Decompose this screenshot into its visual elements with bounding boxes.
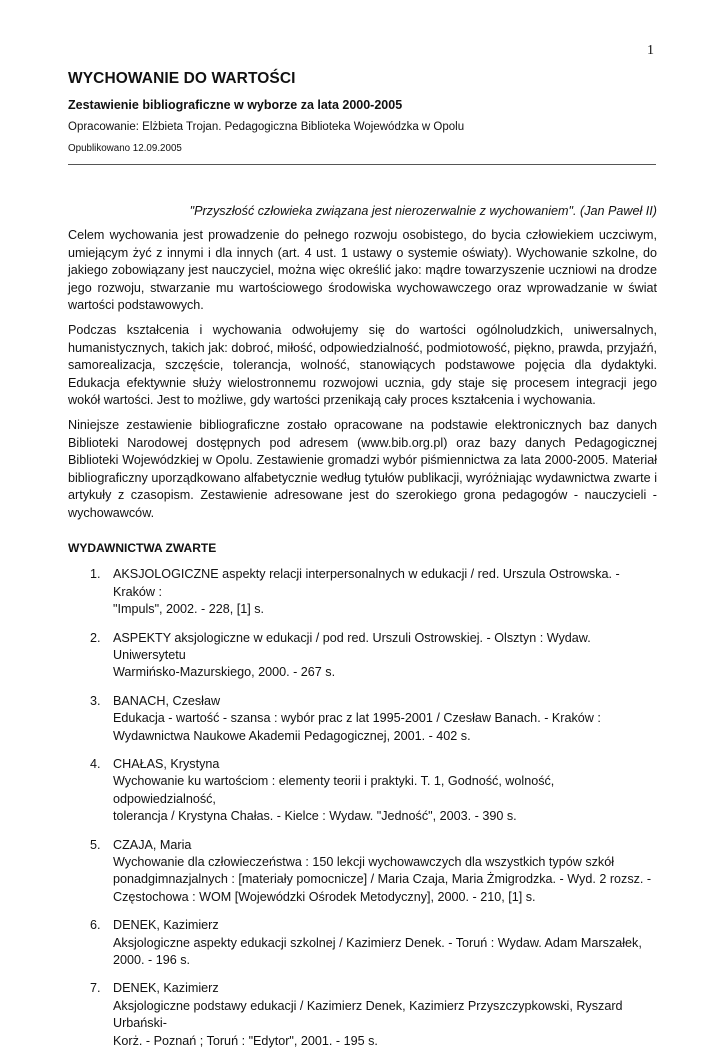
entry-line: CHAŁAS, Krystyna [113, 756, 220, 771]
entry-line: CZAJA, Maria [113, 837, 192, 852]
bibliography-entry [68, 756, 657, 826]
section-heading: WYDAWNICTWA ZWARTE [68, 540, 217, 555]
entry-number: 7. [90, 981, 101, 996]
header-divider [68, 164, 656, 165]
bibliography-entry [68, 837, 657, 907]
entry-line: Wychowanie dla człowieczeństwa : 150 lekcji wychowawczych dla wszystkich typów szkół [113, 855, 615, 869]
entry-line: tolerancja / Krystyna Chałas. - Kielce : Wydaw. "Jedność", 2003. - 390 s. [113, 809, 517, 824]
entry-line: AKSJOLOGICZNE aspekty relacji interpersonalnych w edukacji / red. Urszula Ostrowska. - Kraków : [113, 567, 620, 599]
entry-line: Wydawnictwa Naukowe Akademii Pedagogicznej, 2001. - 402 s. [113, 728, 471, 743]
entry-number: 4. [90, 756, 101, 771]
document-subtitle: Zestawienie bibliograficzne w wyborze za lata 2000-2005 [68, 98, 403, 112]
entry-line: Korż. - Poznań ; Toruń : "Edytor", 2001. - 195 s. [113, 1033, 378, 1048]
entry-number: 6. [90, 918, 101, 933]
entry-line: ASPEKTY aksjologiczne w edukacji / pod red. Urszuli Ostrowskiej. - Olsztyn : Wydaw. Uniwersytetu [113, 630, 591, 662]
intro-paragraph-3: Niniejsze zestawienie bibliograficzne zostało opracowane na podstawie elektronicznych baz danych Biblioteki Narodowej dostępnych pod adresem (www.bib.org.pl) oraz bazy danych Pedagogicznej Biblioteki Wojewódzkiej w Opolu. Zestawienie gromadzi wybór piśmiennictwa za lata 2000-2005. Materiał bibliograficzny uporządkowano alfabetycznie według tytułów publikacji, wyróżniając wydawnictwa zwarte i artykuły z czasopism. Zestawienie adresowane jest do szerokiego grona pedagogów - nauczycieli - wychowawców. [68, 418, 657, 520]
entry-number: 3. [90, 693, 101, 708]
entry-line: Częstochowa : WOM [Wojewódzki Ośrodek Metodyczny], 2000. - 210, [1] s. [113, 889, 536, 904]
entry-line: 2000. - 196 s. [113, 953, 191, 968]
document-title: WYCHOWANIE DO WARTOŚCI [68, 70, 296, 87]
bibliography-entry [68, 693, 657, 745]
intro-paragraph-2: Podczas kształcenia i wychowania odwołujemy się do wartości ogólnoludzkich, uniwersalnych, humanistycznych, takich jak: dobroć, miłość, odpowiedzialność, podmiotowość, piękno, prawda, przyjaźń, samorealizacja, szczęście, tolerancja, wolność, stanowiących podstawowe pojęcia dla dydaktyki. Edukacja efektywnie służy wielostronnemu rozwojowi ucznia, gdy staje się procesem integracji jego wokół wartości. Jest to możliwe, gdy wartości przenikają cały proces kształcenia i wychowania. [68, 323, 657, 408]
entry-line: "Impuls", 2002. - 228, [1] s. [113, 602, 265, 617]
entry-number: 5. [90, 837, 101, 852]
intro-paragraph-1: Celem wychowania jest prowadzenie do pełnego rozwoju osobistego, do bycia człowiekiem uczciwym, umiejącym żyć z innymi i dla innych (art. 4 ust. 1 ustawy o systemie oświaty). Wychowanie szkolne, do jakiego zobowiązany jest nauczyciel, można więc określić jako: mądre towarzyszenie uczniowi na drodze jego rozwoju, stwarzanie mu wartościowego środowiska wychowawczego oraz wprowadzanie w świat wartości podstawowych. [68, 228, 657, 313]
entry-number: 2. [90, 630, 101, 645]
bibliography-list [68, 566, 657, 1050]
entry-line: BANACH, Czesław [113, 693, 221, 708]
bibliography-entry [68, 917, 657, 969]
published-date: Opublikowano 12.09.2005 [68, 143, 182, 154]
epigraph-quote: "Przyszłość człowieka związana jest nierozerwalnie z wychowaniem". (Jan Paweł II) [189, 204, 657, 218]
prepared-by: Opracowanie: Elżbieta Trojan. Pedagogiczna Biblioteka Wojewódzka w Opolu [68, 121, 465, 133]
entry-line: ponadgimnazjalnych : [materiały pomocnicze] / Maria Czaja, Maria Żmigrodzka. - Wyd. 2 rozsz. - [113, 872, 652, 887]
document-header [68, 70, 656, 154]
entry-line: DENEK, Kazimierz [113, 981, 219, 996]
document-body [68, 203, 657, 1061]
entry-line: Wychowanie ku wartościom : elementy teorii i praktyki. T. 1, Godność, wolność, odpowiedzialność, [113, 774, 555, 806]
bibliography-entry [68, 980, 657, 1050]
entry-line: Edukacja - wartość - szansa : wybór prac z lat 1995-2001 / Czesław Banach. - Kraków : [113, 711, 601, 726]
bibliography-entry [68, 630, 657, 682]
entry-line: Warmińsko-Mazurskiego, 2000. - 267 s. [113, 665, 336, 680]
bibliography-entry [68, 566, 657, 618]
entry-line: Aksjologiczne podstawy edukacji / Kazimierz Denek, Kazimierz Przyszczypkowski, Ryszard Urbański- [113, 998, 623, 1031]
page-number: 1 [647, 43, 654, 58]
entry-number: 1. [90, 567, 101, 582]
entry-line: Aksjologiczne aspekty edukacji szkolnej / Kazimierz Denek. - Toruń : Wydaw. Adam Marszałek, [113, 935, 642, 950]
entry-line: DENEK, Kazimierz [113, 918, 219, 933]
